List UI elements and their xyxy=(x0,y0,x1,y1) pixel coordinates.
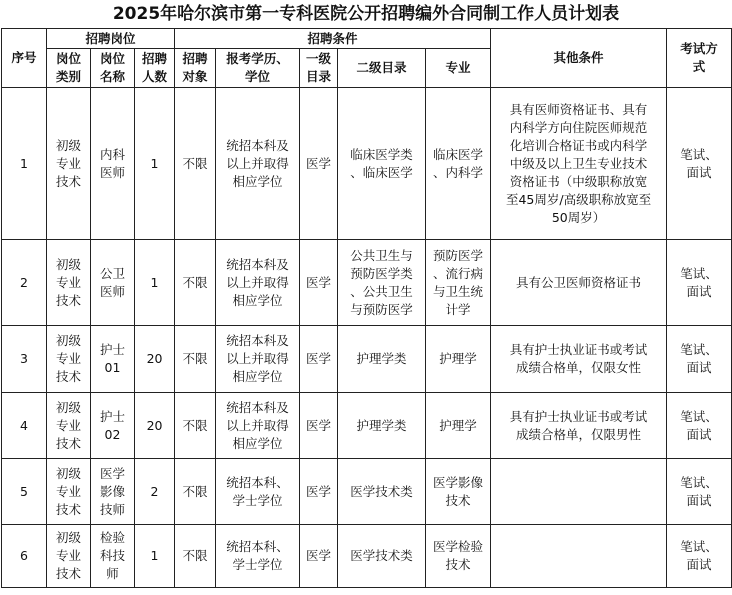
cell-category: 初级 专业 技术 xyxy=(47,459,91,525)
cell-seq: 3 xyxy=(2,326,47,393)
cell-second-dir: 护理学类 xyxy=(338,393,426,459)
header-education: 报考学历、 学位 xyxy=(216,49,300,88)
cell-major: 医学影像 技术 xyxy=(426,459,491,525)
header-name: 岗位 名称 xyxy=(91,49,135,88)
cell-target: 不限 xyxy=(175,459,216,525)
header-conditions-group: 招聘条件 xyxy=(175,29,491,49)
cell-seq: 1 xyxy=(2,88,47,240)
header-other: 其他条件 xyxy=(491,29,667,88)
header-count: 招聘 人数 xyxy=(135,49,175,88)
cell-category: 初级 专业 技术 xyxy=(47,326,91,393)
cell-other xyxy=(491,459,667,525)
table-row xyxy=(2,459,732,525)
table-row xyxy=(2,393,732,459)
cell-major: 护理学 xyxy=(426,393,491,459)
cell-other: 具有公卫医师资格证书 xyxy=(491,240,667,326)
cell-second-dir: 临床医学类 、临床医学 xyxy=(338,88,426,240)
cell-target: 不限 xyxy=(175,525,216,588)
cell-target: 不限 xyxy=(175,326,216,393)
header-category: 岗位 类别 xyxy=(47,49,91,88)
cell-first-dir: 医学 xyxy=(300,459,338,525)
cell-education: 统招本科、 学士学位 xyxy=(216,525,300,588)
cell-name: 公卫 医师 xyxy=(91,240,135,326)
cell-name: 内科 医师 xyxy=(91,88,135,240)
cell-education: 统招本科及 以上并取得 相应学位 xyxy=(216,326,300,393)
cell-category: 初级 专业 技术 xyxy=(47,88,91,240)
header-major: 专业 xyxy=(426,49,491,88)
cell-major: 预防医学 、流行病 与卫生统 计学 xyxy=(426,240,491,326)
cell-other xyxy=(491,525,667,588)
cell-name: 检验 科技 师 xyxy=(91,525,135,588)
cell-first-dir: 医学 xyxy=(300,525,338,588)
table-row xyxy=(2,326,732,393)
cell-education: 统招本科、 学士学位 xyxy=(216,459,300,525)
cell-target: 不限 xyxy=(175,393,216,459)
cell-target: 不限 xyxy=(175,88,216,240)
cell-education: 统招本科及 以上并取得 相应学位 xyxy=(216,240,300,326)
cell-major: 临床医学 、内科学 xyxy=(426,88,491,240)
table-row xyxy=(2,240,732,326)
cell-category: 初级 专业 技术 xyxy=(47,240,91,326)
cell-seq: 6 xyxy=(2,525,47,588)
cell-first-dir: 医学 xyxy=(300,88,338,240)
header-target: 招聘 对象 xyxy=(175,49,216,88)
header-exam: 考试方 式 xyxy=(667,29,732,88)
cell-exam: 笔试、 面试 xyxy=(667,525,732,588)
cell-first-dir: 医学 xyxy=(300,393,338,459)
cell-count: 2 xyxy=(135,459,175,525)
cell-major: 护理学 xyxy=(426,326,491,393)
cell-second-dir: 护理学类 xyxy=(338,326,426,393)
cell-name: 护士 01 xyxy=(91,326,135,393)
table-row xyxy=(2,525,732,588)
cell-first-dir: 医学 xyxy=(300,326,338,393)
header-second-dir: 二级目录 xyxy=(338,49,426,88)
cell-education: 统招本科及 以上并取得 相应学位 xyxy=(216,393,300,459)
cell-education: 统招本科及 以上并取得 相应学位 xyxy=(216,88,300,240)
cell-count: 20 xyxy=(135,326,175,393)
cell-seq: 2 xyxy=(2,240,47,326)
cell-second-dir: 医学技术类 xyxy=(338,525,426,588)
cell-seq: 5 xyxy=(2,459,47,525)
header-position-group: 招聘岗位 xyxy=(47,29,175,49)
cell-other: 具有护士执业证书或考试 成绩合格单，仅限男性 xyxy=(491,393,667,459)
cell-second-dir: 医学技术类 xyxy=(338,459,426,525)
page-title: 2025年哈尔滨市第一专科医院公开招聘编外合同制工作人员计划表 xyxy=(112,4,620,24)
cell-name: 医学 影像 技师 xyxy=(91,459,135,525)
cell-exam: 笔试、 面试 xyxy=(667,88,732,240)
header-row-1 xyxy=(2,29,732,49)
cell-name: 护士 02 xyxy=(91,393,135,459)
table-row xyxy=(2,88,732,240)
cell-exam: 笔试、 面试 xyxy=(667,393,732,459)
cell-first-dir: 医学 xyxy=(300,240,338,326)
header-first-dir: 一级 目录 xyxy=(300,49,338,88)
cell-exam: 笔试、 面试 xyxy=(667,240,732,326)
cell-other: 具有医师资格证书、具有 内科学方向住院医师规范 化培训合格证书或内科学 中级及以上卫生专业技术 资格证书（中级职称放宽 至45周岁/高级职称放宽至 50周岁） xyxy=(491,88,667,240)
recruitment-plan-table xyxy=(1,28,732,588)
cell-target: 不限 xyxy=(175,240,216,326)
cell-exam: 笔试、 面试 xyxy=(667,326,732,393)
cell-major: 医学检验 技术 xyxy=(426,525,491,588)
cell-count: 1 xyxy=(135,525,175,588)
cell-count: 1 xyxy=(135,240,175,326)
cell-category: 初级 专业 技术 xyxy=(47,525,91,588)
cell-exam: 笔试、 面试 xyxy=(667,459,732,525)
cell-other: 具有护士执业证书或考试 成绩合格单，仅限女性 xyxy=(491,326,667,393)
cell-category: 初级 专业 技术 xyxy=(47,393,91,459)
cell-count: 20 xyxy=(135,393,175,459)
header-seq: 序号 xyxy=(2,29,47,88)
cell-count: 1 xyxy=(135,88,175,240)
cell-second-dir: 公共卫生与 预防医学类 、公共卫生 与预防医学 xyxy=(338,240,426,326)
cell-seq: 4 xyxy=(2,393,47,459)
